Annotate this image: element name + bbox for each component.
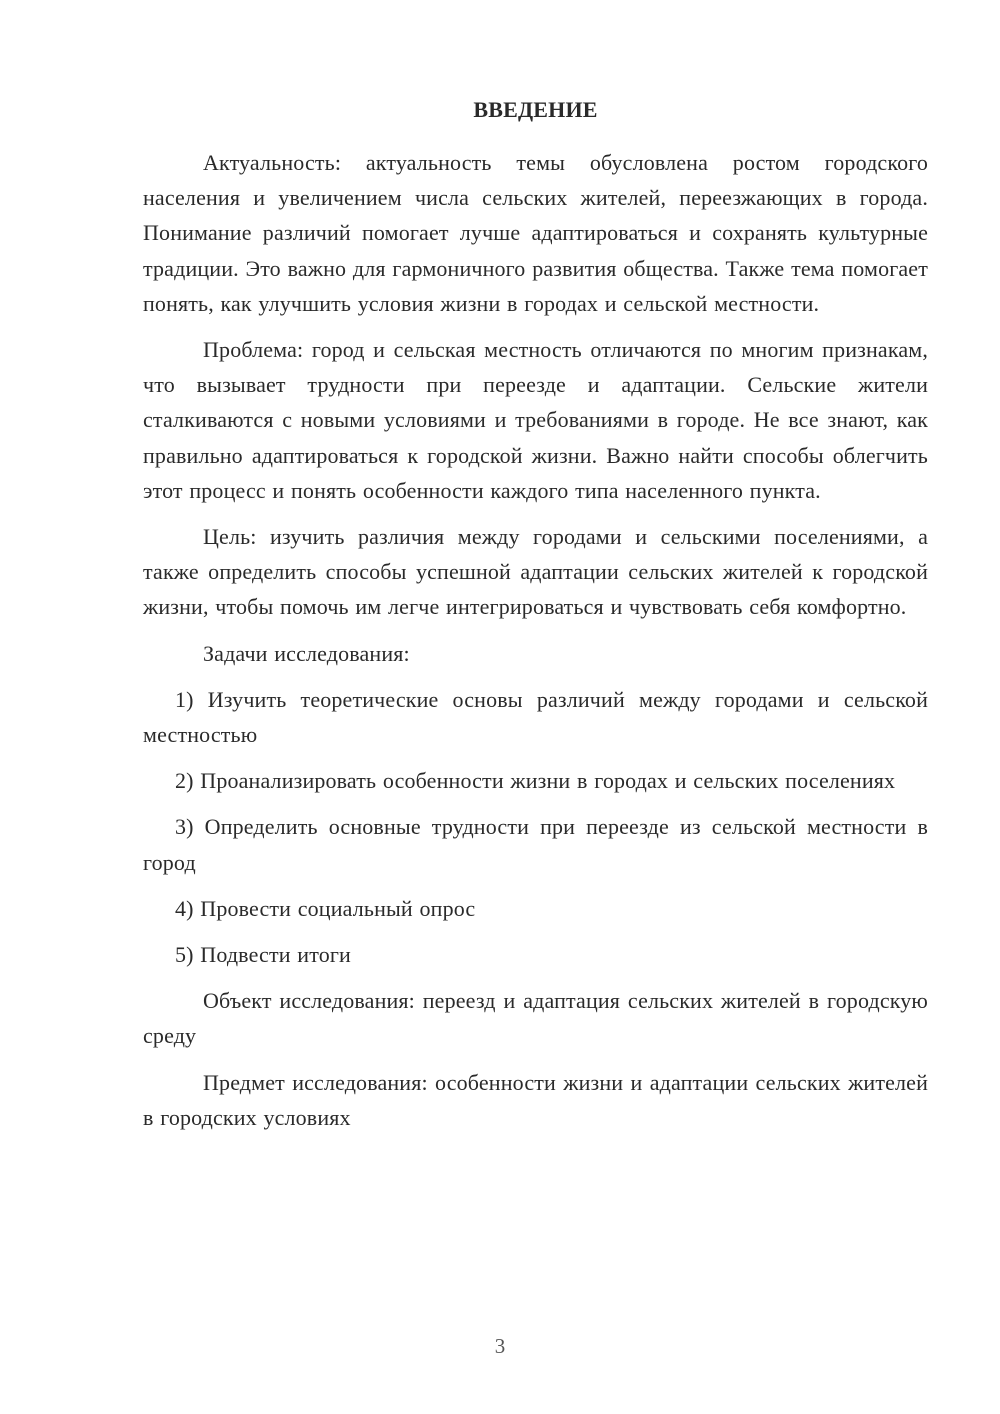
- section-title: ВВЕДЕНИЕ: [473, 97, 598, 122]
- task-item-2: 2) Проанализировать особенности жизни в городах и сельских поселениях: [175, 768, 896, 794]
- tasks-heading: Задачи исследования:: [203, 640, 410, 666]
- task-item-1: 1) Изучить теоретические основы различий между городами и сельской местностью: [143, 686, 928, 748]
- task-item-3: 3) Определить основные трудности при переезде из сельской местности в город: [143, 814, 928, 875]
- task-item-5: 5) Подвести итоги: [175, 942, 351, 968]
- page-number: 3: [494, 1334, 506, 1358]
- goal-paragraph: Цель: изучить различия между городами и сельскими поселениями, а также определить способы успешной адаптации сельских жителей к городской жизни, чтобы помочь им легче интегрироваться и чувствовать себя комфортно.: [143, 524, 928, 620]
- relevance-paragraph: Актуальность: актуальность темы обусловлена ростом городского населения и увеличением числа сельских жителей, переезжающих в города. Понимание различий помогает лучше адаптироваться и сохранять культурные традиции. Это важно для гармоничного развития общества. Также тема помогает понять, как улучшить условия жизни в городах и сельской местности.: [143, 150, 928, 316]
- subject-paragraph: Предмет исследования: особенности жизни и адаптации сельских жителей в городских условиях: [143, 1069, 928, 1130]
- task-item-4: 4) Провести социальный опрос: [175, 895, 476, 921]
- object-paragraph: Объект исследования: переезд и адаптация сельских жителей в городскую среду: [143, 988, 928, 1049]
- document-page: [143, 92, 928, 1145]
- problem-paragraph: Проблема: город и сельская местность отличаются по многим признакам, что вызывает трудности при переезде и адаптации. Сельские жители сталкиваются с новыми условиями и требованиями в городе. Не все знают, как правильно адаптироваться к городской жизни. Важно найти способы облегчить этот процесс и понять особенности каждого типа населенного пункта.: [143, 337, 928, 503]
